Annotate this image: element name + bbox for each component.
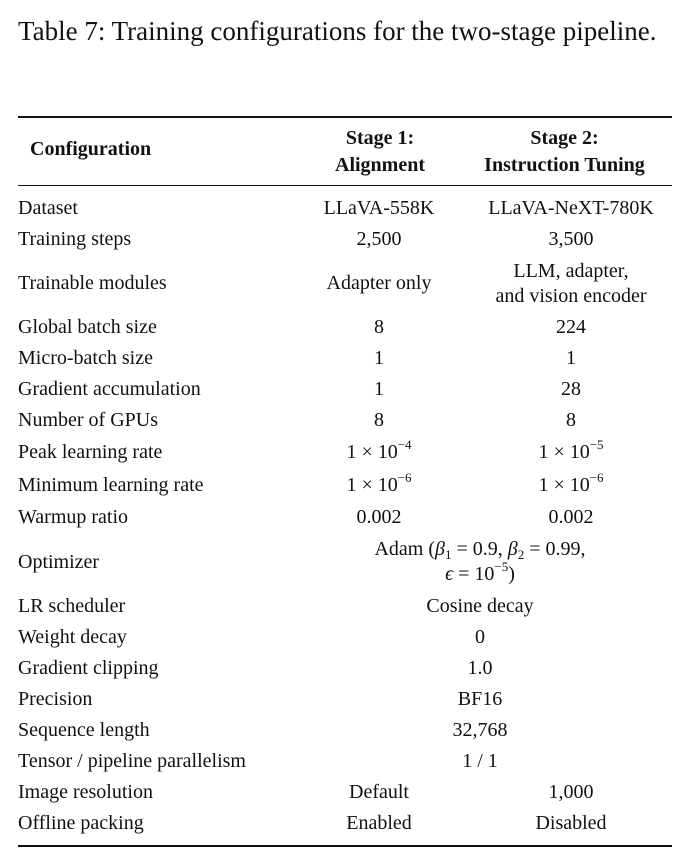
table-row [18, 405, 672, 436]
lr-base: 1 × 10 [538, 474, 590, 496]
table-row [18, 622, 672, 653]
row-label: Minimum learning rate [18, 474, 204, 496]
stage1-cell: Adapter only [326, 272, 432, 294]
stage2-cell: 8 [566, 409, 576, 431]
stage2-cell-line2: and vision encoder [495, 284, 647, 307]
table-row [18, 312, 672, 343]
stage1-cell: 1 [374, 347, 384, 369]
header-rule [18, 185, 672, 186]
lr-base: 1 × 10 [346, 441, 398, 463]
lr-base: 1 × 10 [346, 474, 398, 496]
stage1-cell [288, 469, 470, 502]
shared-cell: Cosine decay [426, 595, 534, 617]
table-row [18, 343, 672, 374]
stage2-cell [470, 255, 672, 312]
text: = 0.9, [451, 538, 508, 560]
table-row [18, 436, 672, 469]
table-caption: Table 7: Training configurations for the two-stage pipeline. [18, 16, 657, 46]
stage2-cell [470, 436, 672, 469]
optimizer-line2 [288, 559, 672, 587]
exponent: −5 [494, 559, 509, 574]
row-label: Trainable modules [18, 272, 167, 294]
row-label: Optimizer [18, 550, 100, 573]
row-label: Training steps [18, 228, 132, 250]
shared-cell: 32,768 [452, 719, 508, 741]
stage2-cell: Disabled [535, 812, 607, 834]
text: Adam ( [374, 538, 436, 560]
stage1-cell [288, 436, 470, 469]
lr-exponent: −6 [397, 470, 412, 485]
table-row [18, 808, 672, 839]
stage2-cell: 1,000 [548, 781, 594, 803]
lr-base: 1 × 10 [538, 441, 590, 463]
stage1-cell: 1 [374, 378, 384, 400]
stage2-cell-line1: LLM, adapter, [513, 259, 629, 282]
stage1-cell: 8 [374, 409, 384, 431]
stage1-cell: Default [349, 781, 409, 803]
optimizer-line1 [288, 537, 672, 562]
shared-cell [288, 533, 672, 591]
beta-symbol: β [435, 538, 445, 560]
table-row [18, 469, 672, 502]
top-rule [18, 116, 672, 118]
row-label: LR scheduler [18, 595, 126, 617]
beta-symbol: β [507, 538, 518, 560]
shared-cell: 1 / 1 [462, 750, 498, 772]
subscript: 1 [444, 547, 452, 562]
table-row [18, 255, 672, 312]
stage1-cell: 0.002 [356, 506, 402, 528]
row-label: Dataset [18, 197, 78, 219]
epsilon-symbol: ϵ [445, 563, 454, 585]
row-label: Image resolution [18, 781, 153, 803]
row-label: Weight decay [18, 626, 127, 648]
shared-cell: 1.0 [467, 657, 493, 679]
row-label: Tensor / pipeline parallelism [18, 750, 246, 772]
table-row [18, 193, 672, 224]
stage2-cell: LLaVA-NeXT-780K [488, 197, 654, 219]
stage2-cell: 3,500 [548, 228, 594, 250]
table-row [18, 374, 672, 405]
header-stage1-line2: Alignment [335, 154, 425, 176]
table-row [18, 746, 672, 777]
row-label: Warmup ratio [18, 506, 129, 528]
table-row [18, 224, 672, 255]
header-stage2 [462, 125, 667, 179]
stage1-cell: 2,500 [356, 228, 402, 250]
lr-exponent: −5 [589, 437, 604, 452]
row-label: Global batch size [18, 316, 157, 338]
config-table [18, 193, 672, 839]
table-row [18, 591, 672, 622]
row-label: Gradient accumulation [18, 378, 201, 400]
stage2-cell: 224 [556, 316, 586, 338]
table-row [18, 653, 672, 684]
stage2-cell: 0.002 [548, 506, 594, 528]
row-label: Gradient clipping [18, 657, 159, 679]
stage2-cell: 28 [561, 378, 581, 400]
stage2-cell: 1 [566, 347, 576, 369]
row-label: Peak learning rate [18, 441, 163, 463]
row-label: Offline packing [18, 812, 144, 834]
table-row [18, 533, 672, 591]
row-label: Precision [18, 688, 93, 710]
table-row [18, 777, 672, 808]
row-label: Sequence length [18, 719, 150, 741]
header-configuration: Configuration [30, 138, 152, 160]
table-row [18, 684, 672, 715]
table-row [18, 502, 672, 533]
text: = 0.99, [524, 538, 586, 560]
stage2-cell [470, 469, 672, 502]
shared-cell: BF16 [457, 688, 503, 710]
lr-exponent: −4 [397, 437, 412, 452]
text: = 10 [453, 563, 495, 585]
header-stage1 [300, 125, 460, 179]
row-label: Micro-batch size [18, 347, 153, 369]
stage1-cell: LLaVA-558K [323, 197, 435, 219]
shared-cell: 0 [475, 626, 485, 648]
stage1-cell: 8 [374, 316, 384, 338]
header-stage1-line1: Stage 1: [345, 127, 415, 149]
subscript: 2 [517, 547, 525, 562]
text: ) [508, 563, 515, 585]
bottom-rule [18, 845, 672, 847]
lr-exponent: −6 [589, 470, 604, 485]
stage1-cell: Enabled [346, 812, 412, 834]
header-stage2-line1: Stage 2: [530, 127, 599, 149]
table-row [18, 715, 672, 746]
header-stage2-line2: Instruction Tuning [484, 154, 645, 176]
row-label: Number of GPUs [18, 409, 158, 431]
